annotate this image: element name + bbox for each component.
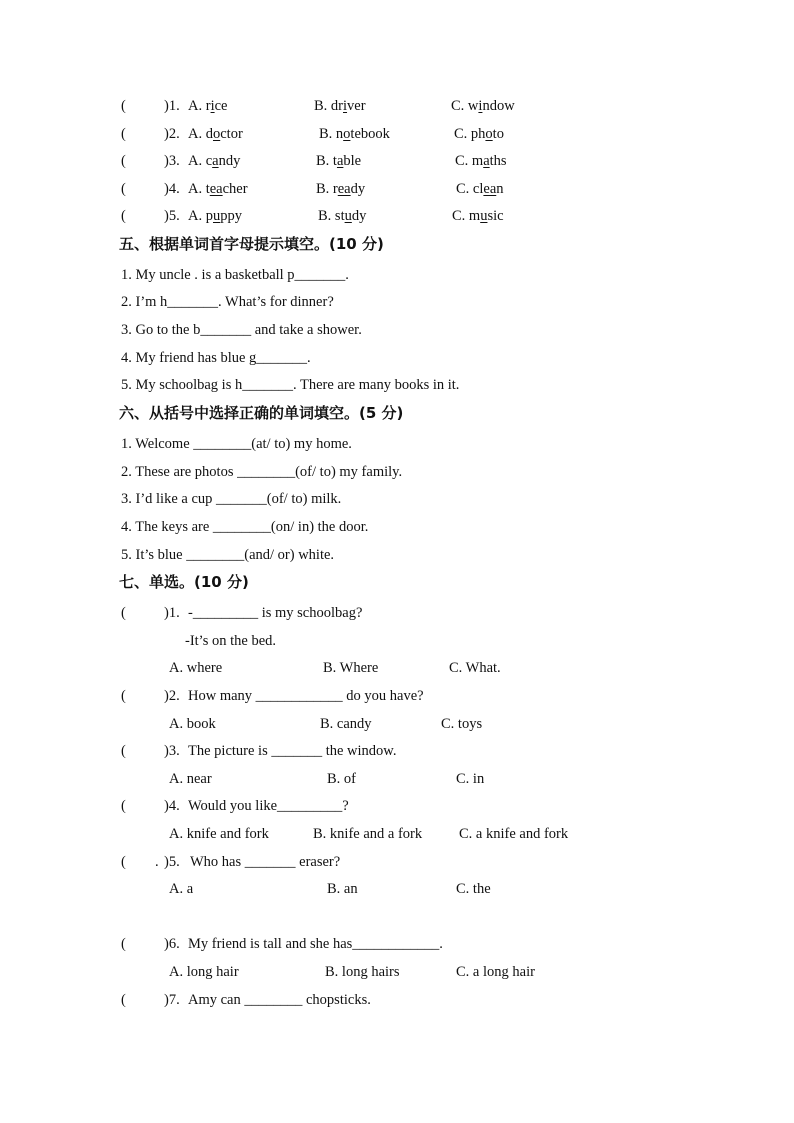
fill-blank-item: 2. I’m h_______. What’s for dinner? xyxy=(121,294,334,310)
option-a: A. where xyxy=(169,660,223,676)
answer-paren[interactable]: ( xyxy=(121,688,126,704)
question-stem: How many ____________ do you have? xyxy=(188,688,424,704)
answer-paren[interactable]: ( xyxy=(121,992,126,1008)
option-a: A. a xyxy=(169,881,194,897)
choose-word-item: 1. Welcome ________(at/ to) my home. xyxy=(121,436,352,452)
option-a: A. doctor xyxy=(188,126,243,142)
fill-blank-item: 5. My schoolbag is h_______. There are many books in it. xyxy=(121,377,460,393)
answer-paren[interactable]: ( xyxy=(121,743,126,759)
choose-word-item: 5. It’s blue ________(and/ or) white. xyxy=(121,547,335,563)
option-a: A. near xyxy=(169,771,212,787)
option-b: B. Where xyxy=(323,660,379,676)
option-c: C. What. xyxy=(449,660,501,676)
answer-paren[interactable]: ( xyxy=(121,181,126,197)
question-number: )3. xyxy=(164,153,180,169)
option-c: C. the xyxy=(456,881,491,897)
question-number: )1. xyxy=(164,605,180,621)
question-number: )3. xyxy=(164,743,180,759)
question-stem: -_________ is my schoolbag? xyxy=(188,605,363,621)
option-c: C. toys xyxy=(441,716,483,732)
answer-paren[interactable]: ( xyxy=(121,936,126,952)
option-b: B. of xyxy=(327,771,356,787)
question-number: )1. xyxy=(164,98,180,114)
question-number: )5. xyxy=(164,854,180,870)
option-b: B. table xyxy=(316,153,362,169)
option-b: B. notebook xyxy=(319,126,390,142)
option-c: C. window xyxy=(451,98,515,114)
choose-word-item: 2. These are photos ________(of/ to) my family. xyxy=(121,464,403,480)
option-a: A. knife and fork xyxy=(169,826,269,842)
question-stem: Who has _______ eraser? xyxy=(190,854,341,870)
section6-title: 六、从括号中选择正确的单词填空。(5 分) xyxy=(119,404,404,422)
option-c: C. clean xyxy=(456,181,504,197)
option-b: B. study xyxy=(318,208,367,224)
question-number: )5. xyxy=(164,208,180,224)
option-a: A. teacher xyxy=(188,181,248,197)
choose-word-item: 4. The keys are ________(on/ in) the door. xyxy=(121,519,369,535)
answer-paren[interactable]: ( xyxy=(121,854,126,870)
question-number: )4. xyxy=(164,798,180,814)
option-c: C. music xyxy=(452,208,504,224)
fill-blank-item: 1. My uncle . is a basketball p_______. xyxy=(121,267,349,283)
question-number: )4. xyxy=(164,181,180,197)
question-stem: The picture is _______ the window. xyxy=(188,743,397,759)
fill-blank-item: 3. Go to the b_______ and take a shower. xyxy=(121,322,362,338)
answer-paren[interactable]: ( xyxy=(121,153,126,169)
question-reply: -It’s on the bed. xyxy=(185,633,277,649)
section7-title: 七、单选。(10 分) xyxy=(119,573,249,591)
answer-paren[interactable]: ( xyxy=(121,98,126,114)
option-c: C. in xyxy=(456,771,485,787)
option-a: A. long hair xyxy=(169,964,239,980)
option-a: A. puppy xyxy=(188,208,242,224)
option-c: C. a knife and fork xyxy=(459,826,569,842)
answer-mark: . xyxy=(155,854,159,870)
answer-paren[interactable]: ( xyxy=(121,798,126,814)
question-number: )6. xyxy=(164,936,180,952)
fill-blank-item: 4. My friend has blue g_______. xyxy=(121,350,311,366)
option-c: C. maths xyxy=(455,153,507,169)
question-stem: My friend is tall and she has____________. xyxy=(188,936,443,952)
question-number: )2. xyxy=(164,688,180,704)
question-number: )7. xyxy=(164,992,180,1008)
option-c: C. photo xyxy=(454,126,504,142)
question-number: )2. xyxy=(164,126,180,142)
answer-paren[interactable]: ( xyxy=(121,126,126,142)
option-c: C. a long hair xyxy=(456,964,535,980)
option-b: B. ready xyxy=(316,181,366,197)
question-stem: Would you like_________? xyxy=(188,798,349,814)
option-b: B. knife and a fork xyxy=(313,826,423,842)
section5-title: 五、根据单词首字母提示填空。(10 分) xyxy=(119,235,384,253)
option-b: B. candy xyxy=(320,716,372,732)
option-a: A. candy xyxy=(188,153,241,169)
option-a: A. rice xyxy=(188,98,228,114)
question-stem: Amy can ________ chopsticks. xyxy=(188,992,371,1008)
option-b: B. an xyxy=(327,881,358,897)
answer-paren[interactable]: ( xyxy=(121,208,126,224)
choose-word-item: 3. I’d like a cup _______(of/ to) milk. xyxy=(121,491,342,507)
answer-paren[interactable]: ( xyxy=(121,605,126,621)
option-b: B. driver xyxy=(314,98,366,114)
option-a: A. book xyxy=(169,716,216,732)
option-b: B. long hairs xyxy=(325,964,400,980)
